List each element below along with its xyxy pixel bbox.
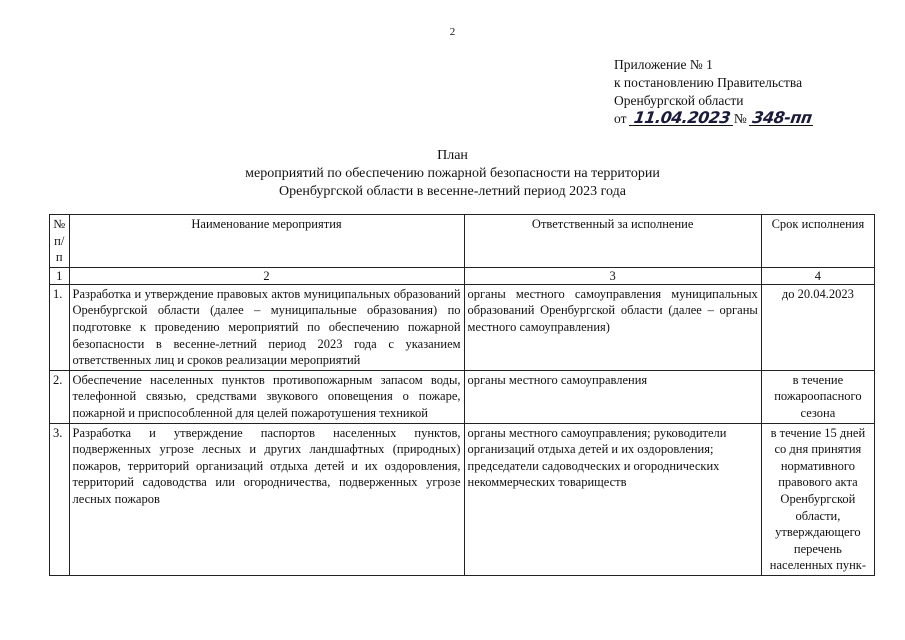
row-num: 1. <box>50 284 70 370</box>
row-name: Обеспечение населенных пунктов противопожарным запасом воды, телефонной связью, средствами звукового оповещения о пожаре, пожарной и приспособленной для целей пожаротушения техникой <box>69 370 464 423</box>
document-title <box>0 147 905 201</box>
table-row <box>50 284 875 370</box>
header-deadline: Срок исполнения <box>761 215 874 268</box>
handwritten-date: 11.04.2023 <box>629 110 735 126</box>
col-number: 4 <box>761 267 874 284</box>
number-sign: № <box>733 111 747 126</box>
plan-table <box>49 214 875 576</box>
appendix-decree: к постановлению Правительства <box>614 75 803 90</box>
appendix-date-line <box>614 110 814 128</box>
row-name: Разработка и утверждение паспортов населенных пунктов, подверженных угрозе лесных и других ландшафтных (природных) пожаров, территорий организаций отдыха детей и их оздоровления, территорий садоводства или огородничества, подверженных угрозе лесных пожаров <box>69 423 464 575</box>
row-num: 2. <box>50 370 70 423</box>
row-deadline: до 20.04.2023 <box>761 284 874 370</box>
title-line-2: мероприятий по обеспечению пожарной безопасности на территории <box>245 166 660 181</box>
table-row <box>50 370 875 423</box>
row-responsible: органы местного самоуправления; руководители организаций отдыха детей и их оздоровления; председатели садоводческих и огороднических некоммерческих товариществ <box>464 423 761 575</box>
table-header-row <box>50 215 875 268</box>
page-number: 2 <box>449 26 456 38</box>
col-number: 3 <box>464 267 761 284</box>
row-responsible: органы местного самоуправления <box>464 370 761 423</box>
handwritten-number: 348-пп <box>749 110 815 126</box>
row-deadline: в течение пожароопасного сезона <box>761 370 874 423</box>
appendix-region: Оренбургской области <box>614 93 744 108</box>
appendix-from-label: от <box>614 111 627 126</box>
col-number: 2 <box>69 267 464 284</box>
col-number: 1 <box>50 267 70 284</box>
appendix-title: Приложение № 1 <box>614 57 713 72</box>
row-name: Разработка и утверждение правовых актов муниципальных образований Оренбургской области (далее – муниципальные образования) по подготовке к проведению мероприятий по обеспечению пожарной безопасности в весенне-летний период 2023 года с указанием ответственных лиц и сроков реализации мероприятий <box>69 284 464 370</box>
title-line-3: Оренбургской области в весенне-летний период 2023 года <box>279 184 626 199</box>
header-responsible: Ответственный за исполнение <box>464 215 761 268</box>
row-deadline: в течение 15 дней со дня принятия нормативного правового акта Оренбургской области, утверждающего перечень населенных пунк- <box>761 423 874 575</box>
row-responsible: органы местного самоуправления муниципальных образований Оренбургской области (далее – органы местного самоуправления) <box>464 284 761 370</box>
header-name: Наименование мероприятия <box>69 215 464 268</box>
title-line-1: План <box>437 148 468 163</box>
appendix-block <box>614 56 814 128</box>
row-num: 3. <box>50 423 70 575</box>
column-number-row <box>50 267 875 284</box>
table-row <box>50 423 875 575</box>
header-num: № п/п <box>50 215 70 268</box>
